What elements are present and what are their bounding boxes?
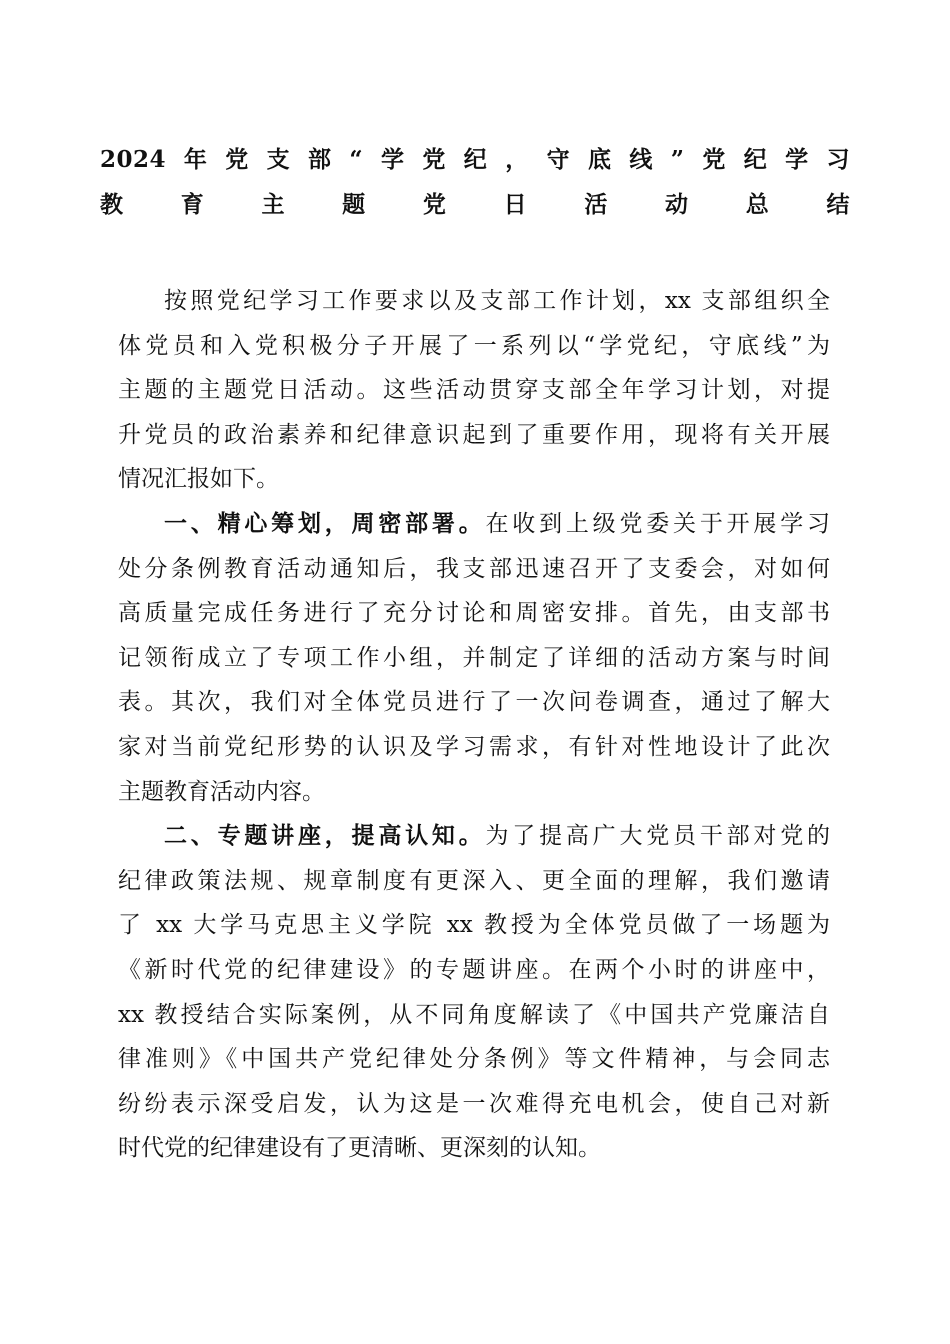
section-two-lead-text: 为了提高广大党员干部对党的 xyxy=(485,823,831,850)
text-line: 高质量完成任务进行了充分讨论和周密安排。首先，由支部书 xyxy=(118,600,830,627)
section-one-paragraph xyxy=(118,502,830,814)
text-line: 主题教育活动内容。 xyxy=(118,778,325,805)
text-line: 《新时代党的纪律建设》的专题讲座。在两个小时的讲座中， xyxy=(118,956,830,983)
text-line xyxy=(118,814,830,859)
document-title xyxy=(100,138,850,227)
text-line: xx 教授结合实际案例，从不同角度解读了《中国共产党廉洁自 xyxy=(118,1001,830,1028)
text-line: 时代党的纪律建设有了更清晰、更深刻的认知。 xyxy=(118,1135,601,1162)
section-one-lead-text: 在收到上级党委关于开展学习 xyxy=(485,510,831,537)
document-body xyxy=(118,279,830,1171)
title-line-1: 2024年党支部“学党纪，守底线”党纪学习 xyxy=(100,146,850,173)
text-line: 家对当前党纪形势的认识及学习需求，有针对性地设计了此次 xyxy=(118,733,830,760)
text-line: 情况汇报如下。 xyxy=(118,466,279,493)
text-line xyxy=(118,502,830,547)
section-two-heading: 二、专题讲座，提高认知。 xyxy=(164,822,486,850)
section-two-paragraph xyxy=(118,814,830,1171)
text-line: 体党员和入党积极分子开展了一系列以“学党纪，守底线”为 xyxy=(118,332,830,359)
text-line: 处分条例教育活动通知后，我支部迅速召开了支委会，对如何 xyxy=(118,555,830,582)
text-line: 记领衔成立了专项工作小组，并制定了详细的活动方案与时间 xyxy=(118,644,830,671)
text-line: 按照党纪学习工作要求以及支部工作计划，xx 支部组织全 xyxy=(164,288,830,314)
text-line: 律准则》《中国共产党纪律处分条例》等文件精神，与会同志 xyxy=(118,1046,830,1073)
text-line: 表。其次，我们对全体党员进行了一次问卷调查，通过了解大 xyxy=(118,689,830,716)
text-line: 纪律政策法规、规章制度有更深入、更全面的理解，我们邀请 xyxy=(118,867,830,894)
section-one-heading: 一、精心筹划，周密部署。 xyxy=(164,509,486,537)
text-line: 纷纷表示深受启发，认为这是一次难得充电机会，使自己对新 xyxy=(118,1090,830,1117)
text-line: 升党员的政治素养和纪律意识起到了重要作用，现将有关开展 xyxy=(118,421,830,448)
title-line-2: 教育主题党日活动总结 xyxy=(100,190,850,218)
text-line: 了 xx 大学马克思主义学院 xx 教授为全体党员做了一场题为 xyxy=(118,912,830,939)
intro-paragraph xyxy=(118,279,830,502)
text-line: 主题的主题党日活动。这些活动贯穿支部全年学习计划，对提 xyxy=(118,377,830,404)
